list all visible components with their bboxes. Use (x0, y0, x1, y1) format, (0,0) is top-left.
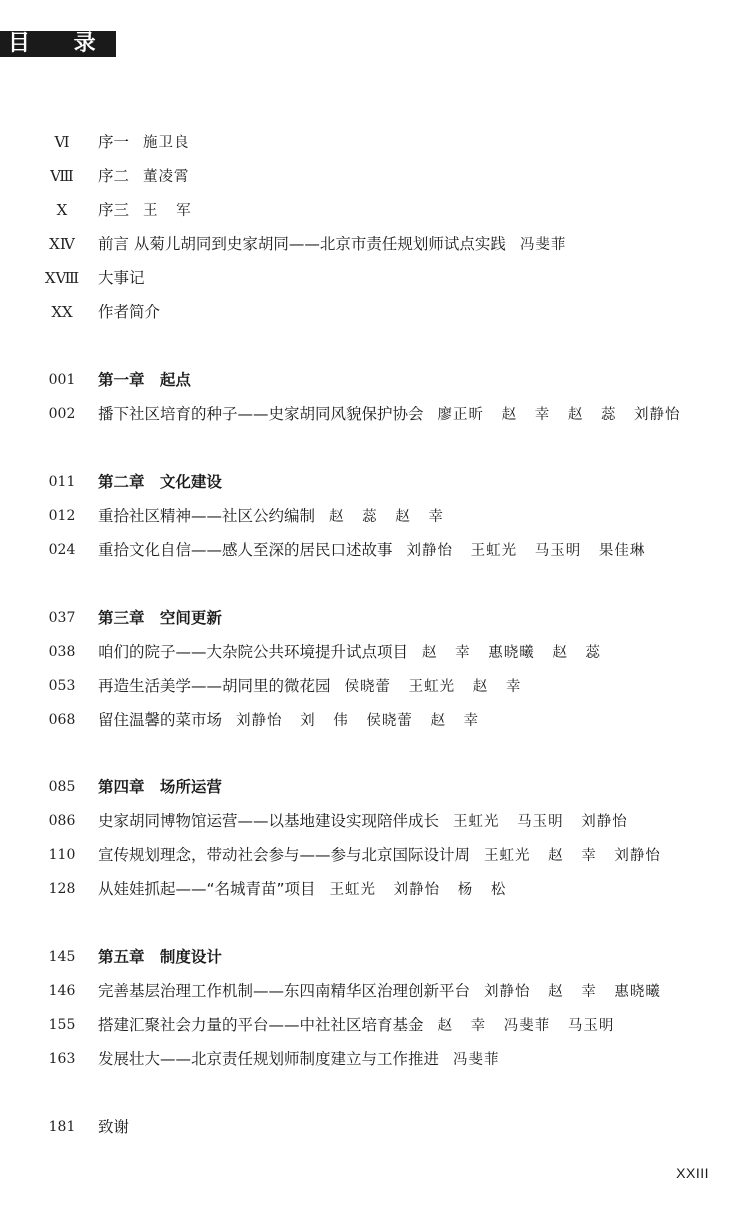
toc-title: 序二 (98, 167, 130, 185)
toc-authors: 刘静怡 王虹光 马玉明 果佳琳 (406, 543, 646, 559)
toc-authors: 王虹光 刘静怡 杨 松 (329, 882, 507, 898)
toc-title: 再造生活美学——胡同里的微花园 (98, 677, 331, 695)
toc-title: 第二章 文化建设 (98, 473, 222, 491)
toc-authors: 赵 幸 冯斐菲 马玉明 (437, 1018, 615, 1034)
toc-title: 播下社区培育的种子——史家胡同风貌保护协会 (98, 405, 424, 423)
toc-title: 作者简介 (98, 303, 161, 321)
toc-title: 完善基层治理工作机制——东四南精华区治理创新平台 (98, 982, 471, 1000)
toc-page-number: 024 (48, 542, 76, 558)
toc-title: 留住温馨的菜市场 (98, 711, 223, 729)
toc-page-number: ⅩⅩ (51, 303, 73, 321)
toc-page-number: Ⅹ (56, 201, 68, 219)
toc-page-number: 145 (48, 949, 76, 965)
toc-authors: 赵 幸 惠晓曦 赵 蕊 (422, 645, 601, 661)
toc-title: 发展壮大——北京责任规划师制度建立与工作推进 (98, 1050, 440, 1068)
toc-page-number: 001 (48, 372, 76, 388)
toc-authors: 侯晓蕾 王虹光 赵 幸 (344, 679, 522, 695)
toc-title: 致谢 (98, 1118, 130, 1136)
page-number: XXIII (676, 1165, 709, 1181)
toc-authors: 冯斐菲 (453, 1052, 500, 1068)
toc-title: 重拾社区精神——社区公约编制 (98, 507, 316, 525)
toc-authors: 王 军 (143, 203, 192, 219)
toc-title: 重拾文化自信——感人至深的居民口述故事 (98, 541, 393, 559)
toc-page-number: 053 (48, 678, 76, 694)
toc-title: 咱们的院子——大杂院公共环境提升试点项目 (98, 643, 409, 661)
toc-authors: 王虹光 马玉明 刘静怡 (453, 814, 628, 830)
toc-title: 前言 从菊儿胡同到史家胡同——北京市责任规划师试点实践 (98, 235, 506, 253)
toc-authors: 廖正昕 赵 幸 赵 蕊 刘静怡 (437, 407, 681, 423)
toc-title: 第三章 空间更新 (98, 609, 222, 627)
toc-authors: 王虹光 赵 幸 刘静怡 (484, 848, 661, 864)
toc-page-number: ⅩⅣ (49, 235, 75, 253)
toc-title: 从娃娃抓起——“名城青苗”项目 (98, 880, 316, 898)
toc-page-number: Ⅷ (50, 167, 74, 185)
toc-page-number: 128 (48, 881, 76, 897)
toc-authors: 董凌霄 (143, 169, 190, 185)
toc-title: 搭建汇聚社会力量的平台——中社社区培育基金 (98, 1016, 424, 1034)
toc-title: 序一 (98, 133, 130, 151)
toc-title: 史家胡同博物馆运营——以基地建设实现陪伴成长 (98, 812, 440, 830)
toc-page-number: 146 (48, 983, 76, 999)
toc-page-number: 038 (48, 644, 76, 660)
toc-authors: 施卫良 (143, 135, 190, 151)
toc-title: 第五章 制度设计 (98, 948, 222, 966)
toc-page-number: 037 (48, 610, 76, 626)
toc-page-number: 163 (48, 1051, 76, 1067)
page-title: 目 录 (0, 31, 116, 57)
toc-page-number: Ⅵ (54, 133, 70, 151)
toc-title: 大事记 (98, 269, 145, 287)
toc-title: 序三 (98, 201, 130, 219)
toc-page-number: 011 (48, 474, 76, 490)
toc-page-number: 002 (48, 406, 76, 422)
toc-page-number: 086 (48, 813, 76, 829)
toc-title: 第四章 场所运营 (98, 778, 222, 796)
toc-authors: 刘静怡 刘 伟 侯晓蕾 赵 幸 (236, 713, 480, 729)
toc-page-number: 068 (48, 712, 76, 728)
toc-page-number: 181 (48, 1119, 76, 1135)
toc-authors: 刘静怡 赵 幸 惠晓曦 (484, 984, 661, 1000)
toc-page-number: 110 (48, 847, 76, 863)
toc-page-number: 085 (48, 779, 76, 795)
toc-title: 宣传规划理念，带动社会参与——参与北京国际设计周 (98, 846, 471, 864)
toc-authors: 赵 蕊 赵 幸 (329, 509, 444, 525)
toc-authors: 冯斐菲 (519, 237, 567, 253)
toc-page-number: 155 (48, 1017, 76, 1033)
toc-page-number: 012 (48, 508, 76, 524)
toc-page-number: ⅩⅧ (44, 269, 80, 287)
toc-title: 第一章 起点 (98, 371, 191, 389)
